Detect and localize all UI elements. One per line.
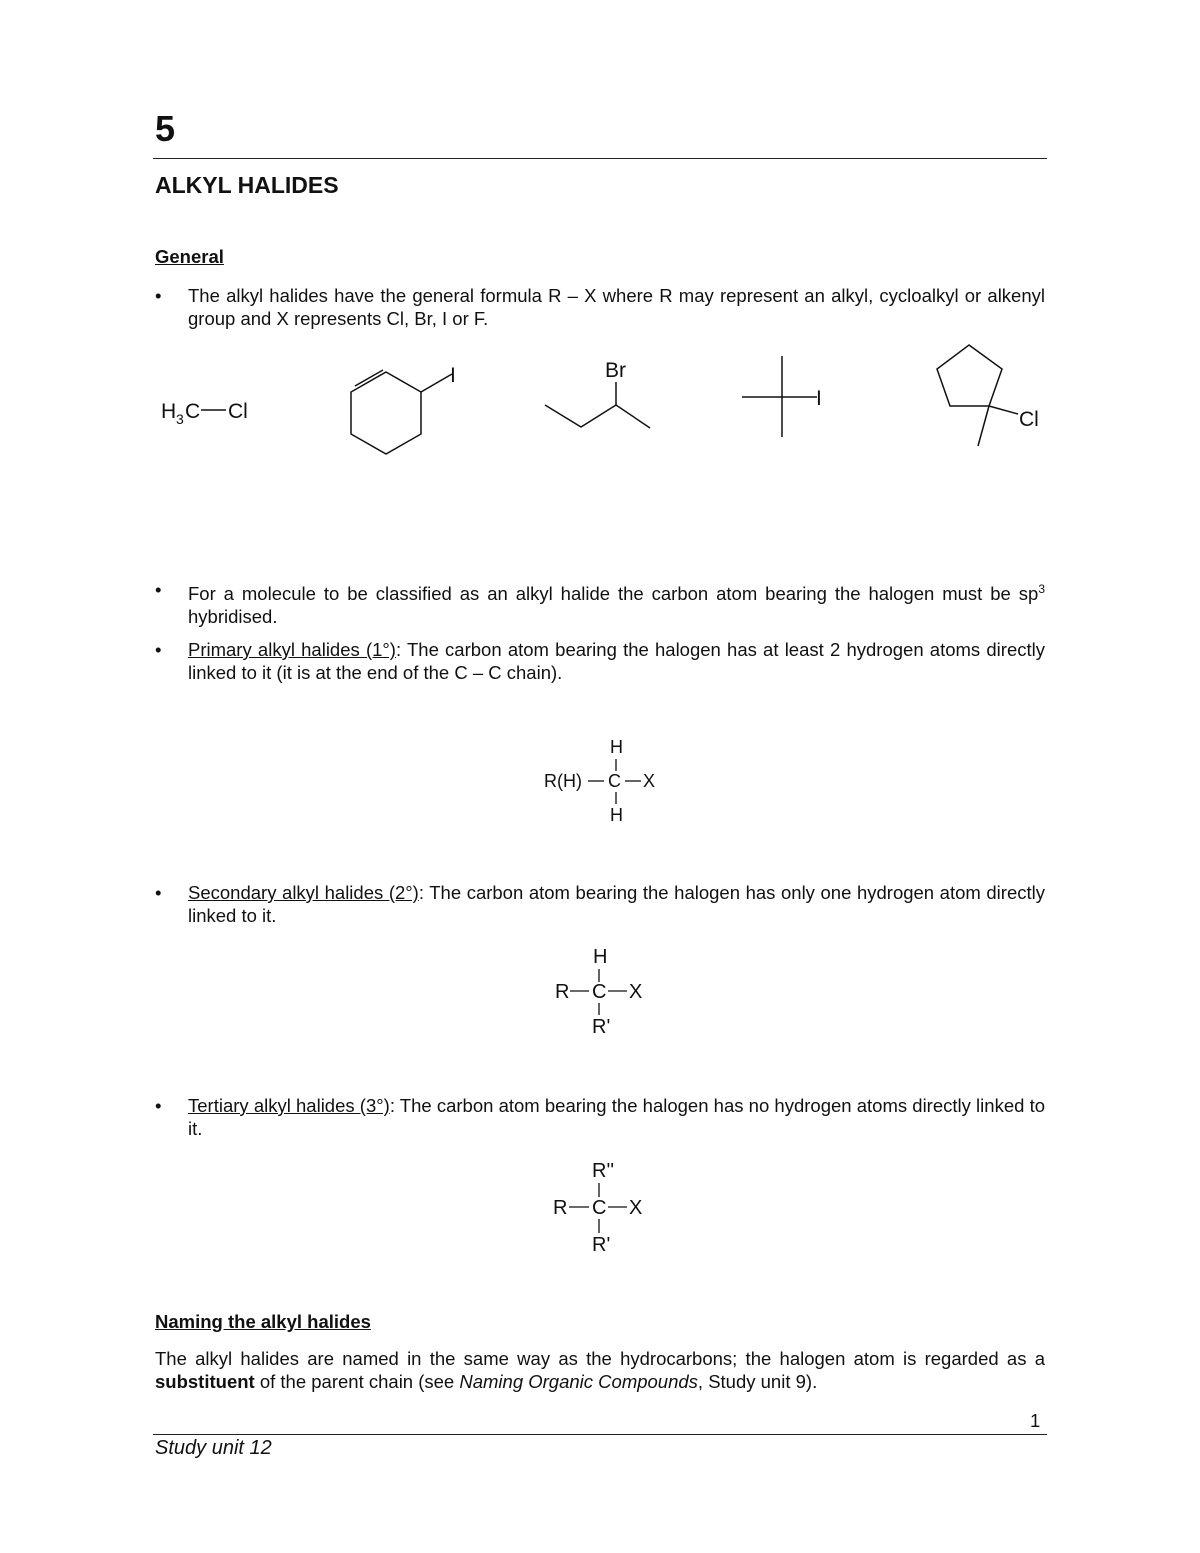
bullet-dot: • — [155, 285, 162, 306]
bullet-secondary — [155, 881, 1045, 927]
atom-c: C — [185, 400, 201, 423]
bullet-tertiary — [155, 1094, 1045, 1140]
atom-i: I — [450, 364, 456, 387]
bond-c-i — [421, 374, 452, 392]
bullet-text: Primary alkyl halides (1°): The carbon atom bearing the halogen has at least 2 hydrogen atoms directly linked to it (it is at the end of the C – C chain). — [188, 639, 1045, 683]
bold-term: substituent — [155, 1371, 255, 1392]
formula-bottom: R' — [592, 1234, 611, 1256]
formula-right: X — [629, 981, 643, 1003]
formula-left: R(H) — [544, 771, 582, 791]
page-number: 1 — [1030, 1410, 1041, 1431]
primary-formula — [500, 730, 700, 830]
example-structures — [0, 0, 1200, 520]
methyl-bond — [978, 406, 989, 446]
carbon-chain — [545, 405, 650, 428]
bromobutane-structure — [545, 359, 650, 428]
atom-cl: Cl — [228, 400, 248, 423]
bullet-primary — [155, 638, 1045, 684]
bullet-dot: • — [155, 579, 162, 600]
footer-divider — [153, 1434, 1047, 1435]
formula-right: X — [643, 771, 656, 791]
formula-right: X — [629, 1197, 643, 1219]
atom-i: I — [816, 387, 822, 410]
double-bond-line — [355, 370, 383, 386]
secondary-label: Secondary alkyl halides (2°) — [188, 882, 419, 903]
secondary-formula — [500, 940, 700, 1040]
formula-center: C — [592, 981, 607, 1003]
formula-top: R'' — [592, 1160, 615, 1182]
tertiary-formula — [500, 1152, 700, 1262]
bullet-text: Secondary alkyl halides (2°): The carbon atom bearing the halogen has only one hydrogen atom directly linked to it. — [188, 882, 1045, 926]
cyclohexene-ring — [351, 372, 421, 454]
primary-label: Primary alkyl halides (1°) — [188, 639, 396, 660]
iodo-tbutyl-structure — [742, 356, 822, 437]
atom-cl: Cl — [1019, 408, 1039, 431]
naming-paragraph: The alkyl halides are named in the same way as the hydrocarbons; the halogen atom is regarded as a substituent of the parent chain (see Naming Organic Compounds, Study unit 9). — [155, 1348, 1045, 1392]
formula-center: C — [592, 1197, 607, 1219]
atom-br: Br — [605, 359, 626, 382]
section-heading-general: General — [155, 246, 224, 267]
bond-c-cl — [989, 406, 1018, 414]
bullet-sp3 — [155, 578, 1045, 628]
bullet-text: For a molecule to be classified as an alkyl halide the carbon atom bearing the halogen must be $sp^3$ hybridised. — [188, 582, 1045, 628]
bullet-text: Tertiary alkyl halides (3°): The carbon atom bearing the halogen has no hydrogen atoms directly linked to it. — [188, 1095, 1045, 1139]
subscript-3: 3 — [176, 411, 184, 427]
atom-h: H — [161, 400, 177, 423]
formula-left: R — [555, 981, 570, 1003]
formula-bottom: H — [610, 805, 623, 825]
page-title: ALKYL HALIDES — [155, 172, 339, 198]
iodocyclohexene-structure — [351, 364, 456, 454]
formula-center: C — [608, 771, 621, 791]
bullet-dot: • — [155, 882, 162, 903]
footer-unit: Study unit 12 — [155, 1437, 272, 1459]
cyclopentane-ring — [937, 345, 1002, 406]
section-heading-naming: Naming the alkyl halides — [155, 1311, 371, 1332]
bullet-dot: • — [155, 639, 162, 660]
chloromethane-structure — [161, 400, 248, 427]
bullet-text: The alkyl halides have the general formula R – X where R may represent an alkyl, cycloalkyl or alkenyl group and X represents Cl, Br, I or F. — [188, 285, 1045, 329]
chloro-cyclopentane-structure — [937, 345, 1039, 446]
italic-reference: Naming Organic Compounds — [459, 1371, 698, 1392]
bullet-dot: • — [155, 1095, 162, 1116]
formula-bottom: R' — [592, 1016, 611, 1038]
formula-top: H — [610, 737, 623, 757]
chapter-number: 5 — [155, 108, 176, 149]
tertiary-label: Tertiary alkyl halides (3°) — [188, 1095, 390, 1116]
formula-left: R — [553, 1197, 568, 1219]
formula-top: H — [593, 946, 608, 968]
